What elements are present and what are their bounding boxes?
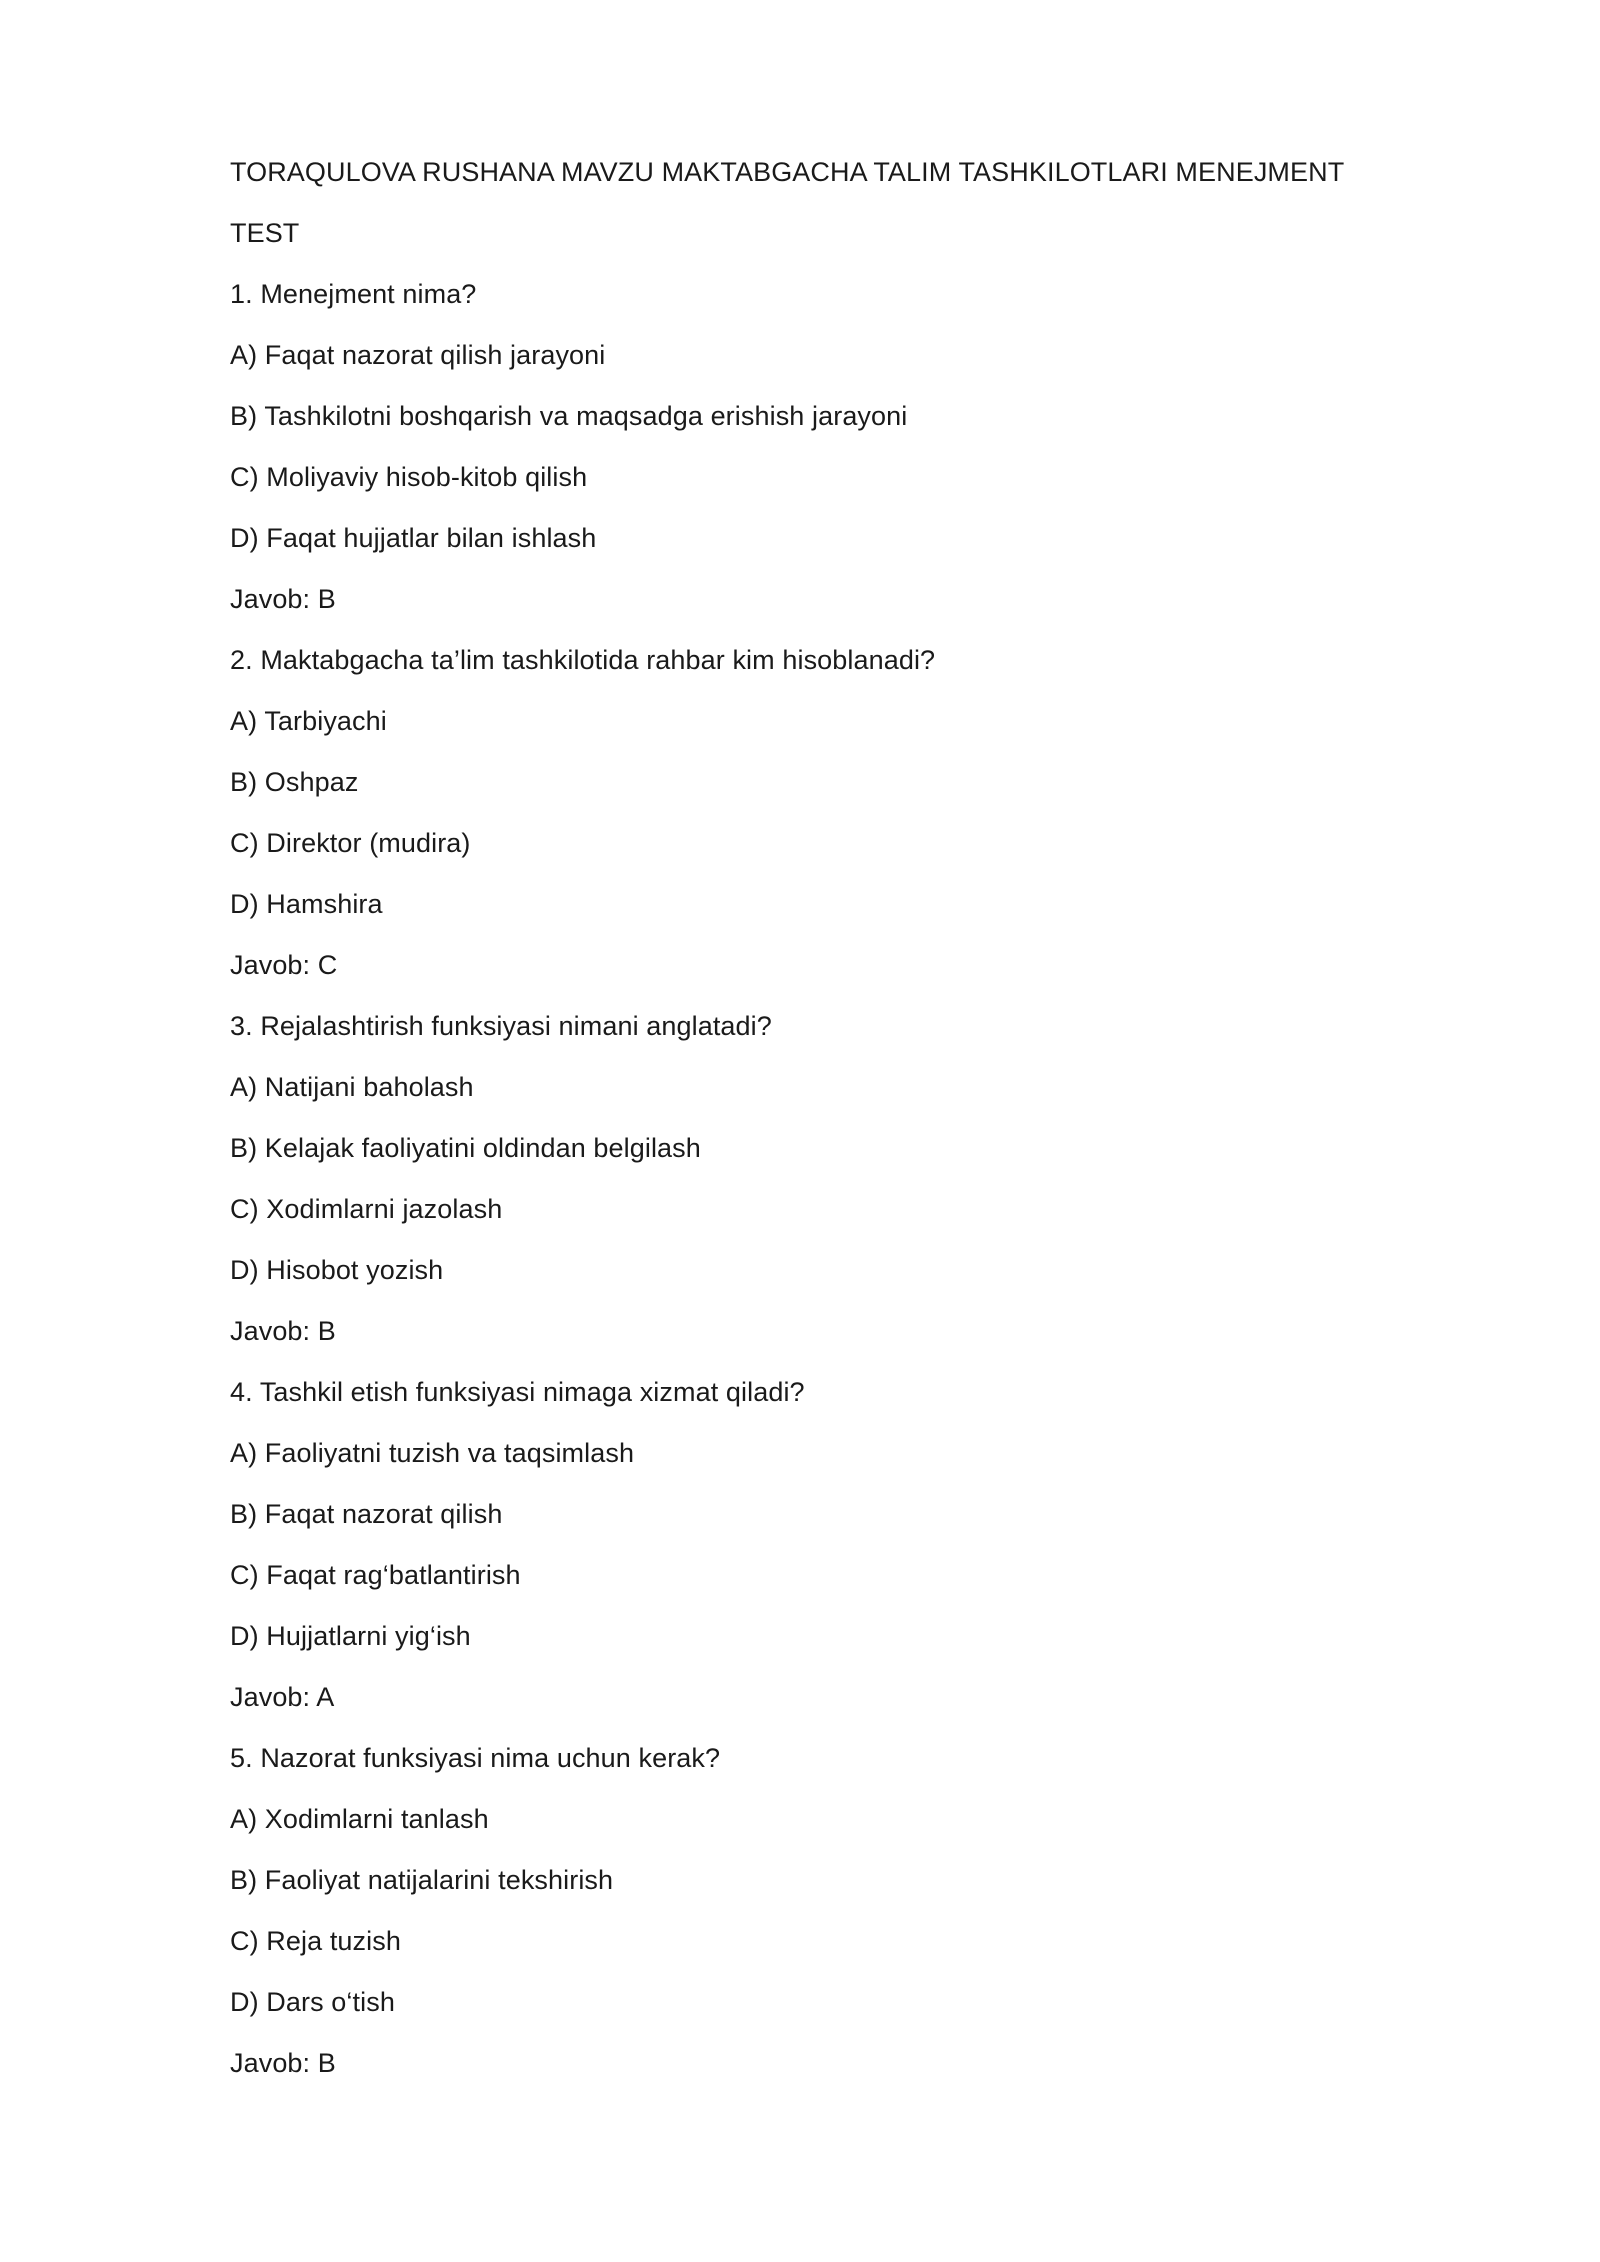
correct-answer: Javob: B [230, 584, 336, 614]
question-block [230, 272, 1390, 638]
question-text: 4. Tashkil etish funksiyasi nimaga xizmat qiladi? [230, 1377, 805, 1407]
question-text: 1. Menejment nima? [230, 279, 477, 309]
answer-option: B) Tashkilotni boshqarish va maqsadga erishish jarayoni [230, 401, 908, 431]
answer-option: C) Faqat rag‘batlantirish [230, 1560, 521, 1590]
correct-answer: Javob: A [230, 1682, 335, 1712]
document-subtitle: TEST [230, 218, 300, 248]
question-block [230, 1736, 1390, 2102]
answer-option: A) Faqat nazorat qilish jarayoni [230, 340, 606, 370]
answer-option: C) Reja tuzish [230, 1926, 401, 1956]
question-block [230, 1370, 1390, 1736]
correct-answer: Javob: B [230, 1316, 336, 1346]
question-block [230, 1004, 1390, 1370]
answer-option: A) Xodimlarni tanlash [230, 1804, 489, 1834]
answer-option: A) Natijani baholash [230, 1072, 474, 1102]
answer-option: B) Oshpaz [230, 767, 359, 797]
question-text: 3. Rejalashtirish funksiyasi nimani anglatadi? [230, 1011, 772, 1041]
answer-option: D) Hamshira [230, 889, 383, 919]
answer-option: D) Hisobot yozish [230, 1255, 444, 1285]
answer-option: C) Xodimlarni jazolash [230, 1194, 503, 1224]
question-block [230, 638, 1390, 1004]
answer-option: C) Moliyaviy hisob-kitob qilish [230, 462, 588, 492]
correct-answer: Javob: C [230, 950, 338, 980]
answer-option: B) Faoliyat natijalarini tekshirish [230, 1865, 614, 1895]
answer-option: A) Faoliyatni tuzish va taqsimlash [230, 1438, 635, 1468]
answer-option: C) Direktor (mudira) [230, 828, 471, 858]
answer-option: B) Kelajak faoliyatini oldindan belgilash [230, 1133, 701, 1163]
answer-option: A) Tarbiyachi [230, 706, 387, 736]
correct-answer: Javob: B [230, 2048, 336, 2078]
question-text: 2. Maktabgacha ta’lim tashkilotida rahbar kim hisoblanadi? [230, 645, 936, 675]
answer-option: D) Faqat hujjatlar bilan ishlash [230, 523, 597, 553]
document-title: TORAQULOVA RUSHANA MAVZU MAKTABGACHA TALIM TASHKILOTLARI MENEJMENT [230, 157, 1345, 187]
answer-option: D) Hujjatlarni yig‘ish [230, 1621, 471, 1651]
answer-option: D) Dars o‘tish [230, 1987, 395, 2017]
question-text: 5. Nazorat funksiyasi nima uchun kerak? [230, 1743, 721, 1773]
document-content [230, 150, 1390, 2102]
answer-option: B) Faqat nazorat qilish [230, 1499, 503, 1529]
